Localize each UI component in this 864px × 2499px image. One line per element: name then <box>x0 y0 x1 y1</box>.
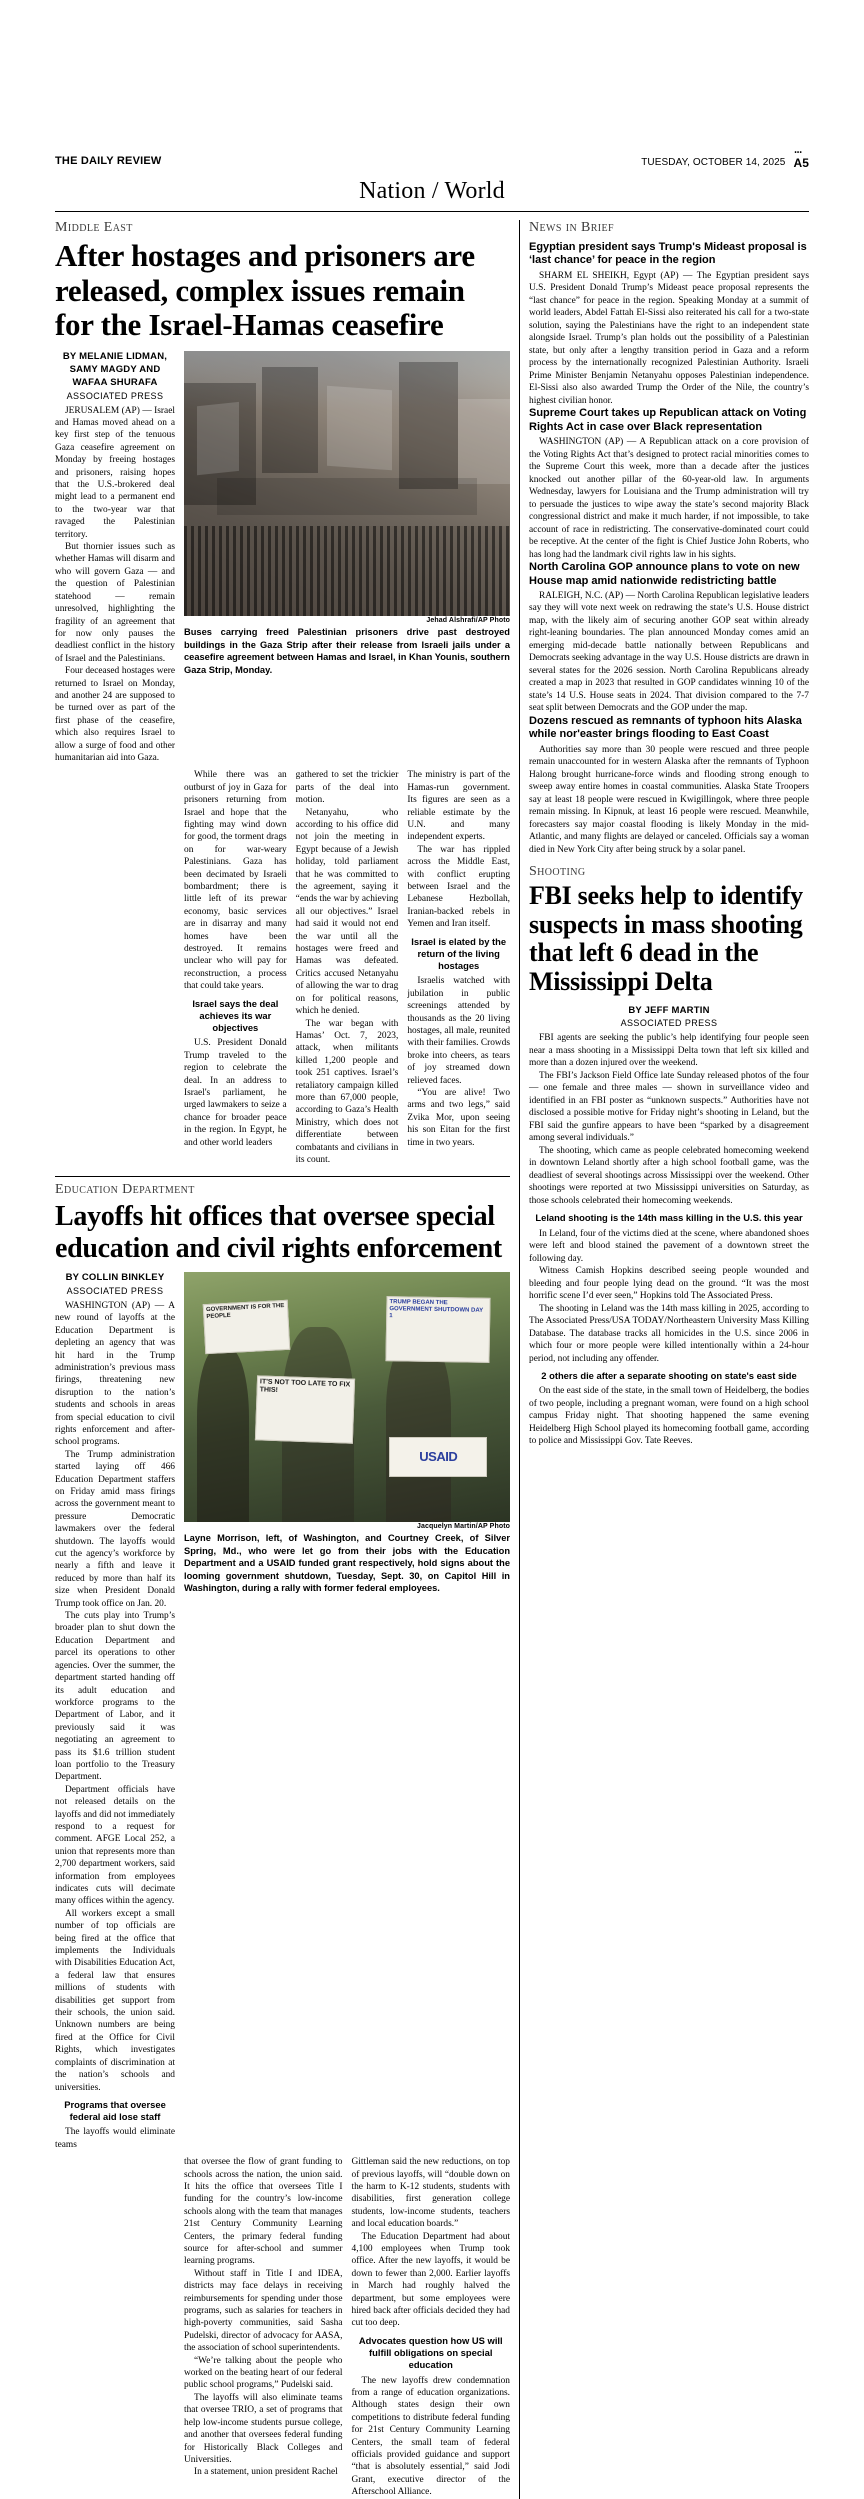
paragraph: The layoffs would eliminate teams <box>55 2127 175 2150</box>
page-dots-icon: ••• <box>794 150 803 156</box>
paragraph: Department officials have not released details on the layoffs and did not immediately respond to a request for comment. AFGE Local 252, a union that represents more than 2,700 department workers, said information from employees indicates cuts will decimate many offices within the agency. <box>55 1784 175 1907</box>
shooting-story-headline[interactable]: FBI seeks help to identify suspects in mass shooting that left 6 dead in the Mississippi Delta <box>529 881 803 997</box>
education-story-col-2 <box>184 2156 343 2498</box>
education-story-rule <box>55 1176 510 1177</box>
education-story-byline: BY COLLIN BINKLEY <box>65 1272 165 1284</box>
education-story-continued <box>55 2156 510 2498</box>
paragraph: While there was an outburst of joy in Gaza for prisoners returning from Israel and hope that the fighting may wind down for good, the torment drags on for war-weary Palestinians. Gaza has been decimated by Israeli bombardment; there is little left of its prewar economy, basic services are in disarray and many homes have been destroyed. It remains unclear who will pay for reconstruction, a process that could take years. <box>184 770 287 992</box>
right-zone <box>529 220 809 2499</box>
paragraph: The cuts play into Trump’s broader plan to shut down the Education Department and parcel its operations to other agencies. Over the summer, the department started handing off its adult education and workforce programs to the Department of Labor, and it previously said it was negotiating an agreement to pass its $1.6 trillion student loan portfolio to the Treasury Department. <box>55 1611 175 1783</box>
section-title: Nation / World <box>359 178 505 204</box>
brief-headline[interactable]: Egyptian president says Trump's Mideast proposal is ‘last chance’ for peace in the region <box>529 241 807 267</box>
paragraph: Gittleman said the new reductions, on top of previous layoffs, will “double down on the harm to K-12 students, students with disabilities, first generation college students, low-income students, teachers and local education boards.” <box>351 2157 510 2230</box>
paragraph: The Education Department had about 4,100 employees when Trump took office. After the new layoffs, it would be down to fewer than 2,000. Earlier layoffs in March had roughly halved the department, but some employees were hired back after officials decided they had cut too deep. <box>351 2231 510 2329</box>
paragraph: U.S. President Donald Trump traveled to the region to celebrate the deal. In an address to Israel's parliament, he urged lawmakers to seize a chance for broader peace in the region. In Egypt, he and other world leaders <box>184 1038 287 1148</box>
education-story <box>55 1176 510 2498</box>
education-story-col-3 <box>352 2156 511 2498</box>
issue-date: TUESDAY, OCTOBER 14, 2025 <box>641 157 786 168</box>
paragraph: gathered to set the trickier parts of the deal into motion. <box>295 770 399 806</box>
page-body <box>55 220 809 2499</box>
lead-story-headline[interactable]: After hostages and prisoners are released, complex issues remain for the Israel-Hamas ceasefire <box>55 238 475 343</box>
masthead-right <box>641 150 809 170</box>
education-story-kicker: Education Department <box>55 1182 195 1198</box>
lead-story-continued <box>55 769 510 1166</box>
lead-story-photo <box>184 351 510 616</box>
shooting-story <box>529 864 809 1448</box>
protest-sign-2: IT'S NOT TOO LATE TO FIX THIS! <box>255 1375 355 1443</box>
lead-story-col-3 <box>296 769 399 1166</box>
protest-sign-1: GOVERNMENT IS FOR THE PEOPLE <box>202 1300 289 1354</box>
publication-name: THE DAILY REVIEW <box>55 155 162 167</box>
paragraph: FBI agents are seeking the public’s help identifying four people seen near a mass shooting in a Mississippi Delta town that left six killed and more than a dozen injured over the weekend. <box>529 1033 809 1069</box>
protest-sign-3: TRUMP BEGAN THE GOVERNMENT SHUTDOWN DAY 1 <box>386 1296 491 1363</box>
brief-body: Authorities say more than 30 people were rescued and three people remain unaccounted for in western Alaska after the remnants of Typhoon Halong brought hurricane-force winds and flooding strong enough to sweep away entire homes in coastal communities. Alaska State Troopers say at least 18 people were rescued in Kwigillingok, where three people remain missing. In Kipnuk, at least 16 people were rescued. Meanwhile, forecasters say major coastal flooding is likely Monday in the mid-Atlantic, and many flights are delayed or canceled. Officials say a woman died in New York City after being struck by a solar panel. <box>529 744 809 855</box>
paragraph: The Trump administration started laying off 466 Education Department staffers on Friday amid mass firings across the government meant to pressure Democratic lawmakers over the federal shutdown. The layoffs would cut the agency’s workforce by nearly a fifth and leave it reduced by more than half its size when President Donald Trump took office on Jan. 20. <box>55 1449 175 1609</box>
brief-item <box>529 715 809 856</box>
brief-body: RALEIGH, N.C. (AP) — North Carolina Republican legislative leaders say they will vote next week on redrawing the state’s U.S. House district map, with the likely aim of securing another GOP seat within already right-leaning boundaries. The plan announced Monday comes amid an emerging mid-decade battle nationally between Republicans and Democrats seeking advantage in the way U.S. House districts are drawn in several states for the 2026 session. North Carolina Republicans already created a map in 2023 that resulted in GOP candidates winning 10 of the state’s 14 U.S. House seats in 2024. That division compared to the 7-7 seat split between Democrats and the GOP under the map. <box>529 590 809 714</box>
paragraph: The shooting in Leland was the 14th mass killing in 2025, according to The Associated Press/USA TODAY/Northeastern University Mass Killing Database. The database tracks all homicides in the U.S. since 2006 in which four or more people were killed intentionally within a 24-hour period, not including any offender. <box>529 1303 809 1364</box>
paragraph: The ministry is part of the Hamas-run government. Its figures are seen as a reliable estimate by the U.N. and many independent experts. <box>407 770 511 843</box>
lead-story-photo-caption: Buses carrying freed Palestinian prisoners drive past destroyed buildings in the Gaza Strip after their release from Israeli jails under a ceasefire agreement between Hamas and Israel, in Khan Younis, southern Gaza Strip, Monday. <box>184 627 510 675</box>
paragraph: Without staff in Title I and IDEA, districts may face delays in receiving reimbursements for spending under those programs, such as salaries for teachers in high-poverty communities, said Sasha Pudelski, director of advocacy for AASA, the association of school superintendents. <box>184 2268 343 2354</box>
lead-story-col-1 <box>55 351 175 764</box>
education-story-photo <box>184 1272 510 1522</box>
paragraph: But thornier issues such as whether Hamas will disarm and who will govern Gaza — and the question of Palestinian statehood — remain unresolved, highlighting the fragility of an agreement that for now only pauses the deadliest conflict in the history of Israel and the Palestinians. <box>55 542 175 664</box>
lead-story-subhead-1: Israel says the deal achieves its war objectives <box>192 997 279 1034</box>
left-zone <box>55 220 510 2499</box>
lead-story-byline-org: ASSOCIATED PRESS <box>66 390 164 401</box>
paragraph: The FBI’s Jackson Field Office late Sunday released photos of the four — one female and three males — shown in surveillance video and identified in an FBI poster as “unknown suspects.” Authorities have not disclosed a possible motive for Friday night’s shooting in Leland, but the FBI said the gunfire appears to have been “sparked by a disagreement among several individuals.” <box>529 1070 809 1144</box>
lead-story-photo-credit: Jehad Alshrafi/AP Photo <box>426 617 510 625</box>
paragraph: The war has rippled across the Middle East, with conflict erupting between Israel and the Lebanese Hezbollah, Iranian-backed rebels in Yemen and Iran itself. <box>407 844 511 930</box>
paragraph: WASHINGTON (AP) — A new round of layoffs at the Education Department is depleting an agency that was hit hard in the Trump administration’s previous mass firings, threatening new disruption to the nation’s students and schools in areas from special education to civil rights enforcement and after-school programs. <box>55 1300 175 1448</box>
paragraph: Israelis watched with jubilation in public screenings attended by thousands as the 20 living hostages, all male, reunited with their families. Crowds broke into cheers, as tears of joy streamed down relieved faces. <box>407 976 511 1086</box>
education-story-headline[interactable]: Layoffs hit offices that oversee special education and civil rights enforcement <box>55 1201 502 1264</box>
brief-headline[interactable]: Dozens rescued as remnants of typhoon hits Alaska while nor'easter brings flooding to East Coast <box>529 714 802 741</box>
lead-story-col-2 <box>184 769 287 1166</box>
brief-item <box>529 241 809 407</box>
page-number-label: A5 <box>793 156 809 170</box>
shooting-story-byline: BY JEFF MARTIN <box>628 1004 710 1016</box>
paragraph: All workers except a small number of top officials are being fired at the office that implements the Individuals with Disabilities Education Act, a federal law that ensures millions of students with disabilities get support from their schools, the union said. Unknown numbers are being fired at the Office for Civil Rights, which investigates complaints of discrimination at the nation’s schools and universities. <box>55 1908 175 2093</box>
shooting-story-kicker: Shooting <box>529 864 586 880</box>
paragraph: “We’re talking about the people who worked on the beating heart of our federal public school programs,” Pudelski said. <box>184 2355 343 2391</box>
education-story-subhead-1: Programs that oversee federal aid lose staff <box>64 2098 166 2123</box>
news-in-brief-kicker: News in Brief <box>529 220 614 235</box>
education-story-photo-block <box>184 1272 510 1595</box>
shooting-story-subhead-2: 2 others die after a separate shooting on state's east side <box>541 1370 797 1382</box>
education-story-photo-credit: Jacquelyn Martin/AP Photo <box>417 1523 510 1531</box>
masthead-rule <box>55 211 809 212</box>
paragraph: The layoffs will also eliminate teams that oversee TRIO, a set of programs that help low-income students pursue college, and another that oversees federal funding for Historically Black Colleges and Universities. <box>184 2392 343 2465</box>
shooting-story-subhead-1: Leland shooting is the 14th mass killing in the U.S. this year <box>535 1212 803 1224</box>
paragraph: The new layoffs drew condemnation from a range of education organizations. Although states design their own competitions to distribute federal funding for 21st Century Community Learning Centers, the small team of federal officials provided guidance and support “that is absolutely essential,” said Jodi Grant, executive director of the Afterschool Alliance. <box>351 2375 510 2498</box>
usaid-logo: USAID <box>419 1448 458 1464</box>
lead-story-col-4 <box>407 769 510 1166</box>
education-story-photo-caption: Layne Morrison, left, of Washington, and Courtney Creek, of Silver Spring, Md., who were let go from their jobs with the Education Department and a USAID funded grant respectively, hold signs about the looming government shutdown, Tuesday, Sept. 30, on Capitol Hill in Washington, during a rally with former federal employees. <box>184 1533 510 1594</box>
shooting-story-byline-org: ASSOCIATED PRESS <box>620 1018 718 1029</box>
paragraph: The shooting, which came as people celebrated homecoming weekend in downtown Leland shortly after a high school football game, was the deadliest of several shootings across Mississippi over the weekend. Other shootings were reported at two Mississippi universities on Saturday, as those schools celebrated their homecoming weekends. <box>529 1145 809 1206</box>
paragraph: that oversee the flow of grant funding to schools across the nation, the union said. It hits the office that oversees Title I funding for the country’s low-income schools along with the team that manages 21st Century Community Learning Centers, the primary federal funding source for after-school and summer learning programs. <box>184 2157 343 2267</box>
brief-headline[interactable]: North Carolina GOP announce plans to vote on new House map amid nationwide redistricting battle <box>529 561 800 587</box>
paragraph: Witness Camish Hopkins described seeing people wounded and bleeding and four people lying dead on the ground. “It was the most horrific scene I’d ever seen,” Hopkins told The Associated Press. <box>529 1266 809 1302</box>
lead-story-kicker: Middle East <box>55 220 133 235</box>
education-story-subhead-2: Advocates question how US will fulfill obligations on special education <box>358 2334 503 2371</box>
paragraph: On the east side of the state, in the small town of Heidelberg, the bodies of two people, including a pregnant woman, were found on a high school campus Friday night. That shooting happened the same evening Heidelberg High School played its homecoming football game, according to police and Mississippi Gov. Tate Reeves. <box>529 1386 809 1447</box>
page-number <box>793 150 809 170</box>
brief-item <box>529 407 809 561</box>
brief-body: SHARM EL SHEIKH, Egypt (AP) — The Egyptian president says U.S. President Donald Trump’s Mideast peace proposal represents the “last chance” for peace in the region. Speaking Monday at a summit of world leaders, Abdel Fattah El-Sissi also reiterated his call for a two-state solution, saying the Palestinians have the right to an independent state alongside Israel. Trump’s plan holds out the possibility of a Palestinian state, but only after a lengthy transition period in Gaza and a reform process by the internationally recognized Palestinian Authority. Israeli Prime Minister Benjamin Netanyahu opposes Palestinian independence. El-Sissi also also awarded Trump the Order of the Nile, the country’s highest civilian honor. <box>529 270 809 406</box>
brief-body: WASHINGTON (AP) — A Republican attack on a core provision of the Voting Rights Act that’s designed to protect racial minorities comes to the Supreme Court this week, more than a decade after the justices knocked out another pillar of the 60-year-old law. In arguments Wednesday, lawyers for Louisiana and the Trump administration will try to persuade the justices to wipe away the state’s second majority Black congressional district and make it much harder, if not impossible, to take account of race in redistricting. The conservative-dominated court could be receptive. At the center of the fight is Chief Justice John Roberts, who has long had the landmark civil rights law in his sights. <box>529 437 809 560</box>
paragraph: JERUSALEM (AP) — Israel and Hamas moved ahead on a key first step of the tenuous Gaza ceasefire agreement on Monday by freeing hostages and prisoners, raising hopes that the U.S.-brokered deal might lead to a permanent end to the two-year war that ravaged the Palestinian territory. <box>55 405 175 540</box>
lead-story-subhead-2: Israel is elated by the return of the living hostages <box>411 935 507 972</box>
paragraph: The war began with Hamas’ Oct. 7, 2023, attack, when militants killed 1,200 people and took 251 captives. Israel’s retaliatory campaign killed more than 67,000 people, according to Gaza’s Health Ministry, which does not differentiate between combatants and civilians in its count. <box>295 1018 399 1165</box>
paragraph: In a statement, union president Rachel <box>194 2467 338 2478</box>
education-story-byline-org: ASSOCIATED PRESS <box>66 1285 164 1296</box>
column-divider <box>519 220 520 2499</box>
masthead <box>55 0 809 170</box>
lead-story-byline: BY MELANIE LIDMAN, SAMY MAGDY AND WAFAA SHURAFA <box>62 351 168 388</box>
paragraph: “You are alive! Two arms and two legs,” said Zvika Mor, upon seeing his son Eitan for the first time in two years. <box>407 1087 511 1148</box>
paragraph: Four deceased hostages were returned to Israel on Monday, and another 24 are supposed to be turned over as part of the first phase of the ceasefire, which also requires Israel to allow a surge of food and other humanitarian aid into Gaza. <box>55 666 175 763</box>
paragraph: Netanyahu, who according to his office did not join the meeting in Egypt because of a Jewish holiday, told parliament that he was committed to the agreement, saying it “ends the war by achieving all our objectives.” Israel had said it would not end the war until all the hostages were freed and Hamas was defeated. Critics accused Netanyahu of allowing the war to drag on for political reasons, which he denied. <box>295 807 399 1017</box>
paragraph: In Leland, four of the victims died at the scene, where abandoned shoes were left and blood stained the pavement of a downtown street the following day. <box>529 1228 809 1264</box>
education-story-col-1 <box>55 1272 175 2151</box>
brief-headline[interactable]: Supreme Court takes up Republican attack on Voting Rights Act in case over Black representation <box>529 407 807 433</box>
lead-story <box>55 220 510 1166</box>
lead-story-photo-block <box>184 351 510 676</box>
brief-item <box>529 561 809 715</box>
